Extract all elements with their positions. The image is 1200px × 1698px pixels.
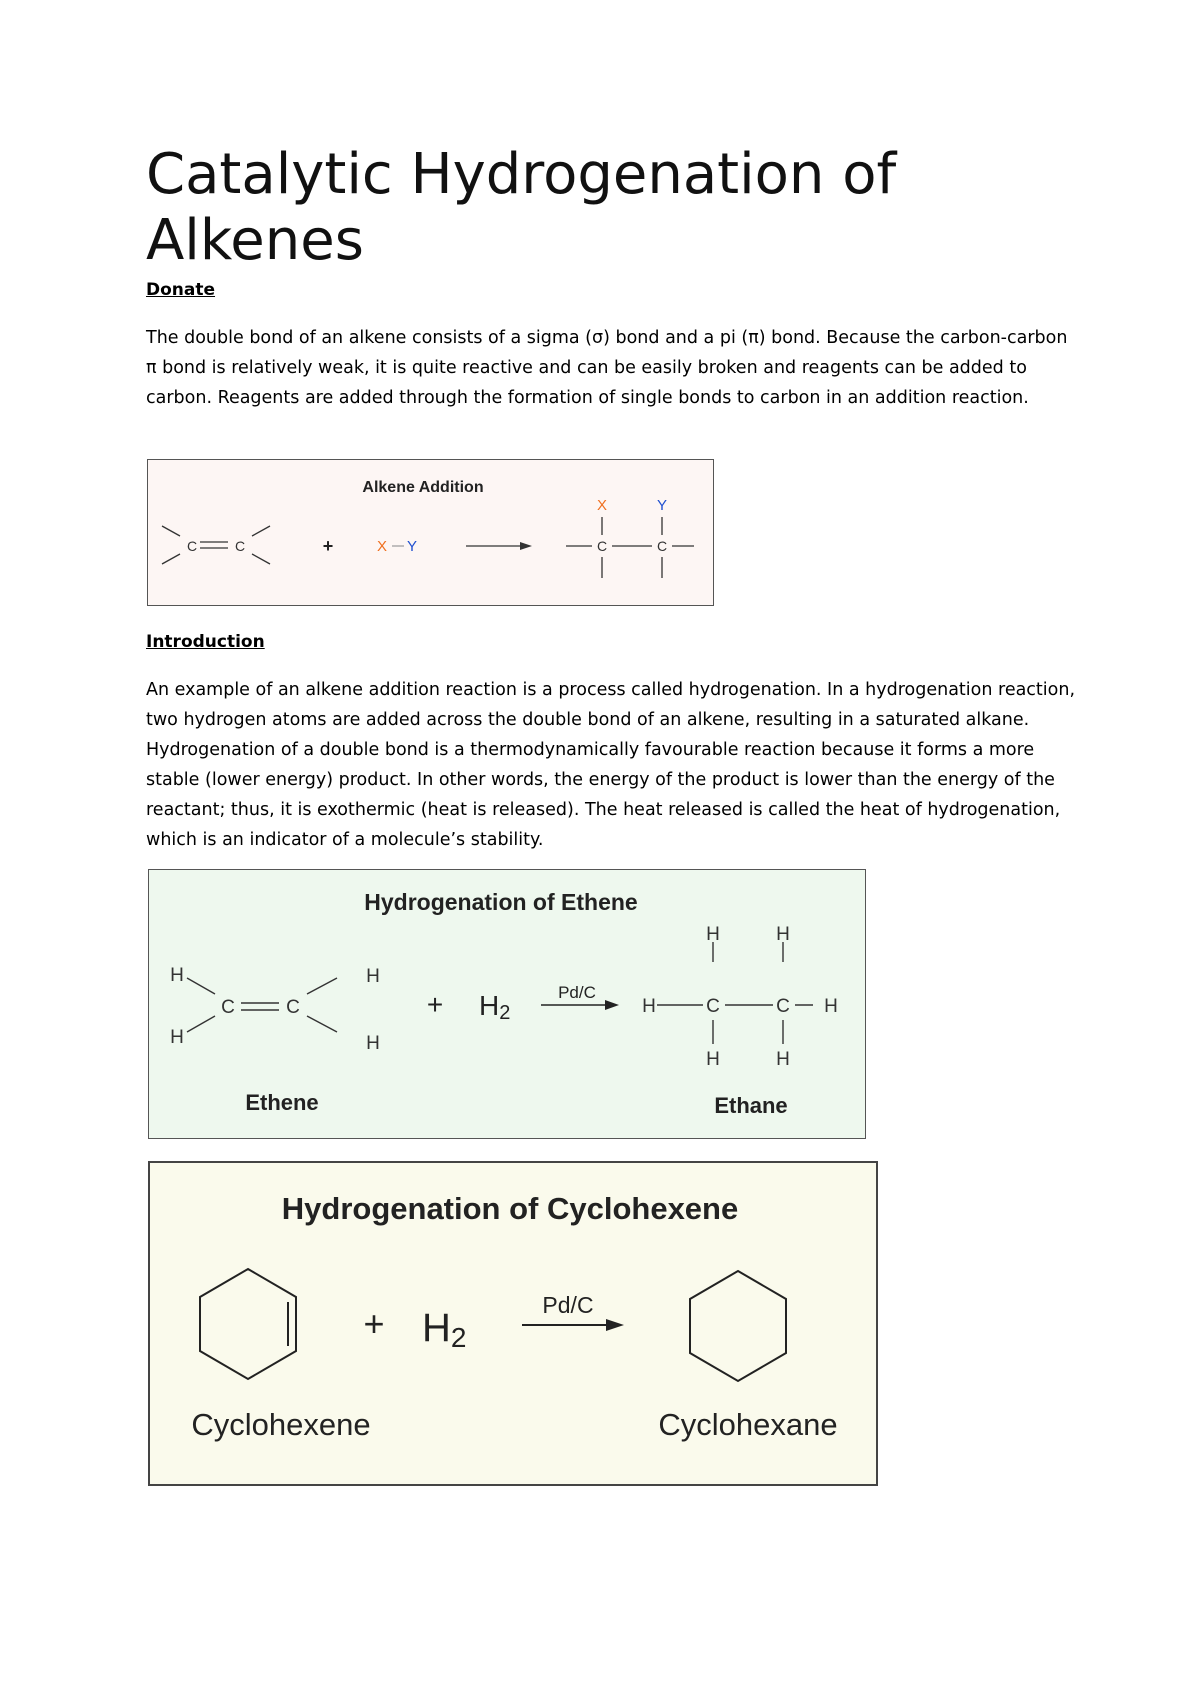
ethene-plus-sign: +	[426, 989, 444, 1020]
product-carbon-2: C	[656, 538, 668, 554]
product-structure	[566, 517, 694, 578]
section-heading-donate: Donate	[146, 280, 216, 300]
ethene-catalyst: Pd/C	[558, 983, 596, 1002]
ethane-h-right: H	[824, 996, 838, 1017]
cyclohexene-label: Cyclohexene	[191, 1407, 371, 1442]
reaction-arrow	[466, 542, 532, 550]
paragraph-donate: The double bond of an alkene consists of a sigma (σ) bond and a pi (π) bond. Because the carbon-carbon π bond is relatively weak, it is quite reactive and can be easily broken and reagents can be added to carbon. Reagents are added through the formation of single bonds to carbon in an addition reaction.	[146, 328, 1068, 408]
ethane-c-1: C	[706, 996, 720, 1017]
cyclohexene-plus-sign: +	[363, 1303, 385, 1344]
alkene-addition-diagram	[148, 460, 712, 604]
cyclohexene-figure-title: Hydrogenation of Cyclohexene	[281, 1191, 739, 1226]
alkene-addition-title: Alkene Addition	[362, 479, 484, 496]
product-carbon-1: C	[596, 538, 608, 554]
carbon-atom-1: C	[186, 538, 198, 554]
ethane-label: Ethane	[714, 1093, 788, 1118]
product-x: X	[596, 497, 608, 514]
ethene-c-2: C	[286, 997, 300, 1018]
ethene-figure-title: Hydrogenation of Ethene	[364, 889, 638, 915]
ethene-c-1: C	[221, 997, 235, 1018]
product-y: Y	[656, 497, 668, 514]
ethane-c-2: C	[776, 996, 790, 1017]
section-heading-introduction: Introduction	[146, 632, 265, 652]
reagent-x: X	[376, 538, 388, 555]
ethene-reagent-h2: H2	[479, 990, 511, 1024]
cyclohexene-ring	[200, 1269, 296, 1379]
ethane-h-top-2: H	[776, 924, 790, 945]
ethene-h-3: H	[366, 966, 380, 987]
cyclohexene-reaction-arrow	[522, 1319, 624, 1331]
figure-cyclohexene-hydrogenation	[148, 1161, 878, 1486]
page-title: Catalytic Hydrogenation of Alkenes	[146, 142, 897, 273]
ethene-h-1: H	[170, 965, 184, 986]
ethene-h-4: H	[366, 1033, 380, 1054]
ethane-h-bottom-2: H	[776, 1049, 790, 1070]
plus-sign: +	[322, 536, 334, 556]
ethene-h-2: H	[170, 1027, 184, 1048]
cyclohexene-diagram	[150, 1163, 876, 1484]
ethane-h-bottom-1: H	[706, 1049, 720, 1070]
cyclohexene-reagent-h2: H2	[422, 1306, 467, 1353]
ethane-structure	[657, 942, 813, 1044]
alkene-structure	[162, 526, 270, 564]
paragraph-introduction: An example of an alkene addition reaction is a process called hydrogenation. In a hydrogenation reaction, two hydrogen atoms are added across the double bond of an alkene, resulting in a saturated alkane. Hydrogenation of a double bond is a thermodynamically favourable reaction because it forms a more stable (lower energy) product. In other words, the energy of the product is lower than the energy of the reactant; thus, it is exothermic (heat is released). The heat released is called the heat of hydrogenation, which is an indicator of a molecule’s stability.	[146, 680, 1076, 850]
ethene-structure	[187, 978, 337, 1032]
figure-ethene-hydrogenation	[148, 869, 866, 1139]
cyclohexane-label: Cyclohexane	[658, 1407, 838, 1442]
ethene-diagram	[149, 870, 864, 1137]
ethane-h-left: H	[642, 996, 656, 1017]
cyclohexene-catalyst: Pd/C	[542, 1292, 594, 1318]
cyclohexane-ring	[690, 1271, 786, 1381]
ethene-label: Ethene	[245, 1090, 319, 1115]
figure-alkene-addition	[147, 459, 714, 606]
carbon-atom-2: C	[234, 538, 246, 554]
ethane-h-top-1: H	[706, 924, 720, 945]
reagent-y: Y	[406, 538, 418, 555]
